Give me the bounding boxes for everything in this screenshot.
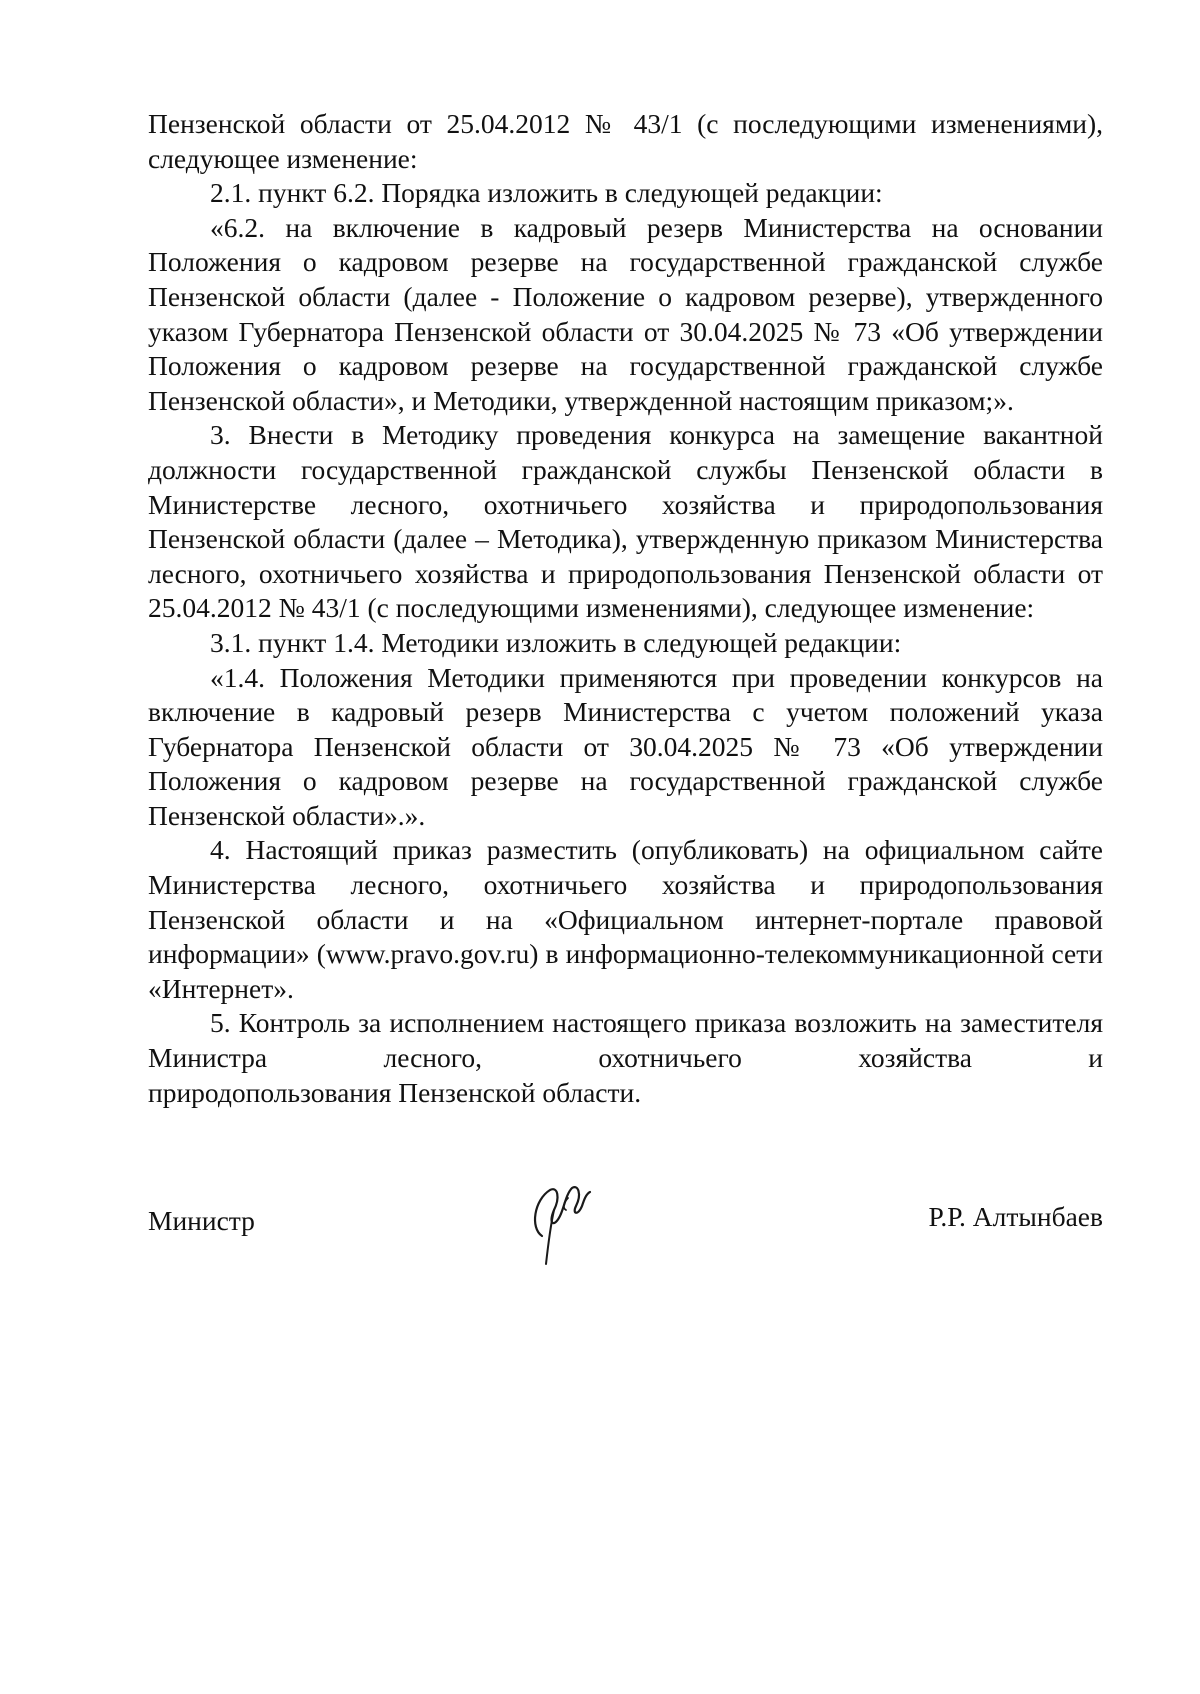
paragraph-item-3-1: 3.1. пункт 1.4. Методики изложить в следующей редакции: <box>210 626 902 658</box>
paragraph-quote-6-2: «6.2. на включение в кадровый резерв Министерства на основании Положения о кадровом резерве на государственной гражданской службе Пензенской области (далее - Положение о кадровом резерве), утвержденного указом Губернатора Пензенской области от 30.04.2025 № 73 «Об утверждении Положения о кадровом резерве на государственной гражданской службе Пензенской области», и Методики, утвержденной настоящим приказом;». <box>148 211 1103 416</box>
signatory-title: Министр <box>148 1205 255 1236</box>
paragraph-item-5: 5. Контроль за исполнением настоящего приказа возложить на заместителя Министра лесного, охотничьего хозяйства и <box>148 1007 1103 1074</box>
paragraph-quote-1-4: «1.4. Положения Методики применяются при проведении конкурсов на включение в кадровый резерв Министерства с учетом положений указа Губернатора Пензенской области от 30.04.2025 № 73 «Об утверждении Положения о кадровом резерве на государственной гражданской службе Пензенской области».». <box>148 661 1103 831</box>
paragraph-item-2-1: 2.1. пункт 6.2. Порядка изложить в следующей редакции: <box>210 177 883 209</box>
signature-block <box>148 1190 1103 1280</box>
paragraph-item-4: 4. Настоящий приказ разместить (опубликовать) на официальном сайте Министерства лесного, охотничьего хозяйства и природопользования Пензенской области и на «Официальном интернет-портале правовой информации» (www.pravo.gov.ru) в информационно-телекоммуникационной сети «Интернет». <box>148 834 1103 1004</box>
handwritten-signature-icon <box>520 1168 600 1268</box>
document-body <box>148 107 1103 1110</box>
signatory-name: Р.Р. Алтынбаев <box>928 1201 1103 1232</box>
paragraph-item-3: 3. Внести в Методику проведения конкурса на замещение вакантной должности государственной гражданской службы Пензенской области в Министерстве лесного, охотничьего хозяйства и природопользования Пензенской области (далее – Методика), утвержденную приказом Министерства лесного, охотничьего хозяйства и природопользования Пензенской области от 25.04.2012 № 43/1 (с последующими изменениями), следующее изменение: <box>148 419 1103 624</box>
paragraph-item-5-end: природопользования Пензенской области. <box>148 1076 642 1108</box>
paragraph-amendment-intro: Пензенской области от 25.04.2012 № 43/1 (с последующими изменениями), следующее изменение: <box>148 108 1103 174</box>
